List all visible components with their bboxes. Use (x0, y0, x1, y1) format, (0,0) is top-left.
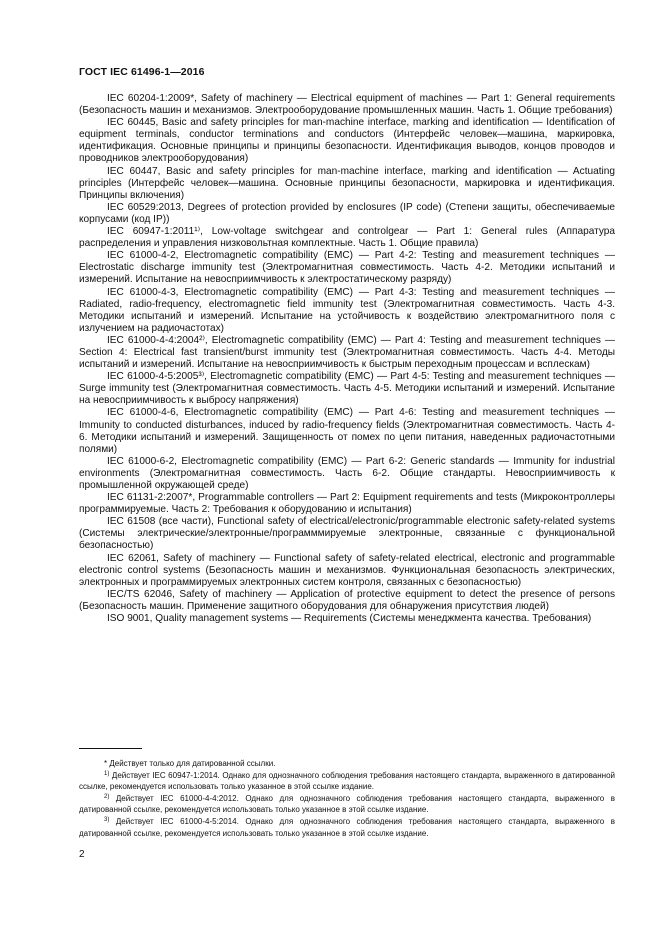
reference-item: IEC 61131-2:2007*, Programmable controllers — Part 2: Equipment requirements and tests (Микроконтроллеры программируемые. Часть 2: Требования к оборудованию и испытания) (79, 492, 615, 516)
reference-item: IEC 61000-4-2, Electromagnetic compatibility (EMC) — Part 4-2: Testing and measurement techniques — Electrostatic discharge immunity test (Электромагнитная совместимость. Часть 4-2. Методики испытаний и измерений. Испытание на невосприимчивость к электростатическому разряду) (79, 250, 615, 286)
reference-item: IEC 61000-4-5:2005³⁾, Electromagnetic compatibility (EMC) — Part 4-5: Testing and measurement techniques — Surge immunity test (Электромагнитная совместимость. Часть 4-5. Методики испытаний и измерений. Испытание на невосприимчивость к выбросу напряжения) (79, 371, 615, 407)
footnote-text: Действует IEC 60947-1:2014. Однако для однозначного соблюдения требования настоящего стандарта, выраженного в датированной ссылке, рекомендуется использовать только указанное в этой ссылке издание. (79, 771, 615, 792)
reference-item: IEC 60947-1:2011¹⁾, Low-voltage switchgear and controlgear — Part 1: General rules (Аппаратура распределения и управления низковольтная комплектные. Часть 1. Общие правила) (79, 226, 615, 250)
footnote-divider (79, 748, 142, 749)
reference-item: IEC 61000-6-2, Electromagnetic compatibility (EMC) — Part 6-2: Generic standards — Immunity for industrial environments (Электромагнитная совместимость. Часть 6-2. Общие стандарты. Невосприимчивость к промышленной окружающей среде) (79, 455, 615, 491)
footnotes (79, 757, 615, 839)
footnote-text: Действует IEC 61000-4-5:2014. Однако для однозначного соблюдения требования настоящего стандарта, выраженного в датированной ссылке, рекомендуется использовать только указанное в этой ссылке издание. (79, 817, 615, 838)
normative-references (79, 93, 615, 625)
reference-item: IEC 60447, Basic and safety principles for man-machine interface, marking and identification — Actuating principles (Интерфейс человек—машина. Основные принципы безопасности, маркировка и идентификация. Принципы включения) (79, 165, 615, 201)
reference-item: IEC 61000-4-4:2004²⁾, Electromagnetic compatibility (EMC) — Part 4: Testing and measurement techniques — Section 4: Electrical fast transient/burst immunity test (Электромагнитная совместимость. Часть 4-4. Методы испытаний и измерений. Испытание на невосприимчивость к быстрым переходным процессам и всплескам) (79, 334, 615, 371)
reference-item: IEC 61000-4-3, Electromagnetic compatibility (EMC) — Part 4-3: Testing and measurement techniques — Radiated, radio-frequency, electromagnetic field immunity test (Электромагнитная совместимость. Часть 4-3. Методики испытаний и измерений. Испытание на устойчивость к воздействию электромагнитного поля с излучением на радиочастотах) (79, 286, 615, 334)
reference-item: IEC/TS 62046, Safety of machinery — Application of protective equipment to detect the presence of persons (Безопасность машин. Применение защитного оборудования для обнаружения присутствия людей) (79, 588, 615, 612)
footnote (79, 769, 615, 792)
page-number: 2 (79, 849, 85, 860)
reference-item: IEC 61000-4-6, Electromagnetic compatibility (EMC) — Part 4-6: Testing and measurement techniques — Immunity to conducted disturbances, induced by radio-frequency fields (Электромагнитная совместимость. Часть 4-6. Методики испытаний и измерений. Защищенность от помех по цепи питания, наведенных радиочастотными полями) (79, 407, 615, 455)
footnote (79, 815, 615, 838)
footnote (79, 757, 615, 769)
reference-item: IEC 60204-1:2009*, Safety of machinery — Electrical equipment of machines — Part 1: General requirements (Безопасность машин и механизмов. Электрооборудование промышленных машин. Часть 1. Общие требования) (79, 93, 615, 117)
footnote (79, 792, 615, 815)
document-header: ГОСТ IEC 61496-1—2016 (79, 66, 205, 78)
footnote-mark: 3) (104, 817, 110, 824)
footnote-mark: 2) (104, 794, 110, 801)
reference-item: IEC 60445, Basic and safety principles for man-machine interface, marking and identification — Identification of equipment terminals, conductor terminations and conductors (Интерфейс человек—машина, маркировка, идентификация. Основные принципы и принципы безопасности. Идентификация выводов, концов проводов и проводников электрооборудования) (79, 117, 615, 165)
reference-item: ISO 9001, Quality management systems — Requirements (Системы менеджмента качества. Требования) (107, 613, 592, 625)
reference-item: IEC 60529:2013, Degrees of protection provided by enclosures (IP code) (Степени защиты, обеспечиваемые корпусами (код IP)) (79, 201, 615, 225)
footnote-mark: 1) (104, 771, 110, 778)
footnote-text: Действует IEC 61000-4-4:2012. Однако для однозначного соблюдения требования настоящего стандарта, выраженного в датированной ссылке, рекомендуется использовать только указанное в этой ссылке издание. (79, 794, 615, 815)
reference-item: IEC 61508 (все части), Functional safety of electrical/electronic/programmable electronic safety-related systems (Системы электрические/электронные/программмируемые электронные, связанные с функциональной безопасностью) (79, 516, 615, 552)
footnote-text: * Действует только для датированной ссылки. (104, 759, 276, 768)
reference-item: IEC 62061, Safety of machinery — Functional safety of safety-related electrical, electronic and programmable electronic control systems (Безопасность машин и механизмов. Функциональная безопасность электрических, электронных и программируемых электронных систем контроля, связанных с безопасностью) (79, 552, 615, 588)
